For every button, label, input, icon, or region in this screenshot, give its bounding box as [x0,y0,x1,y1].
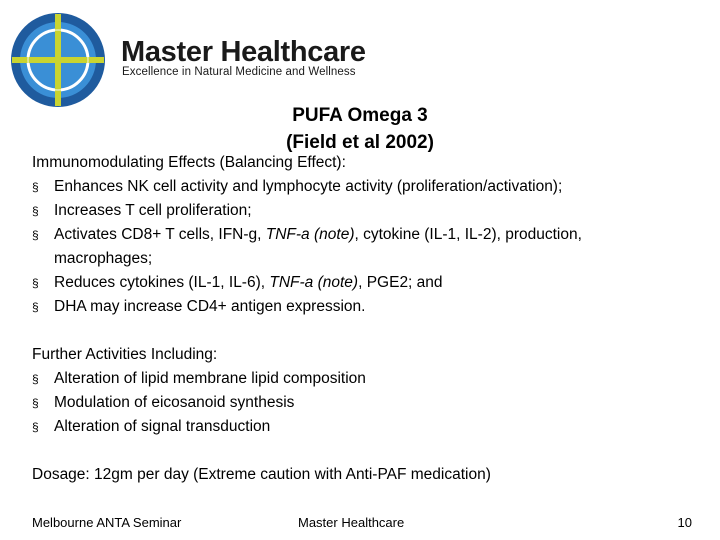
brand-name: Master Healthcare [121,36,366,68]
bullet-list [32,175,702,319]
list-item-continuation: macrophages; [54,250,153,267]
bullet-marker: § [32,372,39,386]
list-item-text: , PGE2; and [358,274,443,291]
bullet-marker: § [32,396,39,410]
further-activities-section [32,343,702,439]
list-item-italic: TNF-a (note) [265,226,355,243]
list-item-text: DHA may increase CD4+ antigen expression. [54,298,366,315]
list-item-text: Increases T cell proliferation; [54,202,252,219]
brand-tagline: Excellence in Natural Medicine and Wellness [122,66,356,78]
list-item-italic: TNF-a (note) [269,274,359,291]
list-item [32,415,702,439]
list-item-text: Alteration of lipid membrane lipid composition [54,370,366,387]
bullet-marker: § [32,228,39,242]
page-number: 10 [677,515,692,530]
bullet-list [32,367,702,439]
list-item-text: Activates CD8+ T cells, IFN-g, [54,226,266,243]
footer-seminar: Melbourne ANTA Seminar [32,515,182,530]
list-item-text: Reduces cytokines (IL-1, IL-6), [54,274,270,291]
list-item-text: Alteration of signal transduction [54,418,271,435]
list-item-text: Enhances NK cell activity and lymphocyte activity (proliferation/activation); [54,178,563,195]
section-heading: Immunomodulating Effects (Balancing Effect): [32,154,346,171]
footer-brand: Master Healthcare [298,515,405,530]
list-item [32,175,702,199]
list-item-text: Modulation of eicosanoid synthesis [54,394,295,411]
bullet-marker: § [32,276,39,290]
slide-title: PUFA Omega 3 [292,105,428,126]
list-item [32,367,702,391]
compass-globe-icon [8,10,108,110]
dosage-note: Dosage: 12gm per day (Extreme caution with Anti-PAF medication) [32,466,491,483]
list-item-text: , cytokine (IL-1, IL-2), production, [354,226,582,243]
bullet-marker: § [32,204,39,218]
bullet-marker: § [32,180,39,194]
list-item [32,295,702,319]
list-item [32,199,702,223]
list-item [32,271,702,295]
list-item [32,223,702,271]
list-item [32,391,702,415]
immunomodulating-section [32,151,702,319]
bullet-marker: § [32,300,39,314]
section-heading: Further Activities Including: [32,346,218,363]
slide-subtitle: (Field et al 2002) [286,132,434,153]
bullet-marker: § [32,420,39,434]
